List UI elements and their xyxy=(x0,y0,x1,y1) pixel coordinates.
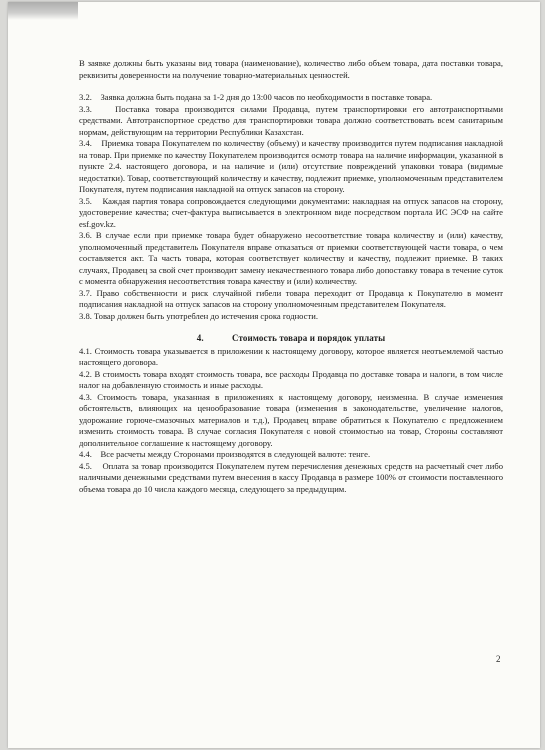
clause-3-5: 3.5. Каждая партия товара сопровождается следующими документами: накладная на отпуск запасов на сторону, удостоверение качества; счет-фактура выписывается в электронном виде посредством портала ИС ЭСФ на сайте esf.gov.kz. xyxy=(79,195,503,229)
clause-4-2: 4.2. В стоимость товара входят стоимость товара, все расходы Продавца по доставке товара и налоги, в том числе налог на добавленную стоимость и иные расходы. xyxy=(79,368,503,390)
clause-3-6: 3.6. В случае если при приемке товара будет обнаружено несоответствие товара количеству и (или) качеству, уполномоченный представитель Покупателя вправе отказаться от приемки соответствующей части товара, о чем составляется акт. Та часть товара, которая соответствует количеству и качеству, подлежит приемке. В таких случаях, Продавец за свой счет производит замену некачественного товара либо допоставку товара в течение суток с момента обнаружения несоответствия товара качеству и (или) количеству. xyxy=(79,230,503,286)
page-number: 2 xyxy=(496,654,501,664)
clause-3-2: 3.2. Заявка должна быть подана за 1-2 дня до 13:00 часов по необходимости в поставке товара. xyxy=(79,92,433,102)
clause-3-7: 3.7. Право собственности и риск случайной гибели товара переходит от Продавца к Покупателю в момент подписания накладной на отпуск запасов на сторону уполномоченным представителем Покупателя. xyxy=(79,287,503,309)
section-4-heading xyxy=(79,333,503,345)
clause-3-4: 3.4. Приемка товара Покупателем по количеству (объему) и качеству производится путем подписания накладной на товар. При приемке по качеству Покупателем производится осмотр товара на наличие информации, указанной в пункте 2.4. настоящего договора, и на наличие и (или) отсутствие повреждений упаковки товара (видимые недостатки). Товар, соответствующий количеству и качеству, подлежит приемке, уполномоченным представителем Покупателя, путем подписания накладной на отпуск запасов на сторону. xyxy=(79,138,503,194)
clause-3-8: 3.8. Товар должен быть употреблен до истечения срока годности. xyxy=(79,310,318,321)
scan-shadow xyxy=(8,2,78,20)
section-4-title: Стоимость товара и порядок уплаты xyxy=(232,333,386,343)
document-page xyxy=(8,2,540,748)
clause-4-5: 4.5. Оплата за товар производится Покупателем путем перечисления денежных средств на расчетный счет либо наличными денежными средствами путем внесения в кассу Продавца в размере 100% от стоимости поставленного объема товара до 10 числа каждого месяца, следующего за предыдущим. xyxy=(79,460,503,494)
clause-4-1: 4.1. Стоимость товара указывается в приложении к настоящему договору, которое является неотъемлемой частью настоящего договора. xyxy=(79,345,503,367)
intro-paragraph: В заявке должны быть указаны вид товара (наименование), количество либо объем товара, дата поставки товара, реквизиты доверенности на получение товарно-материальных ценностей. xyxy=(79,58,503,80)
document-body xyxy=(79,58,503,495)
section-4-number: 4. xyxy=(196,333,204,343)
clause-3-3: 3.3. Поставка товара производится силами Продавца, путем транспортировки его автотранспортными средствами. Автотранспортное средство для транспортировки товара должно соответствовать всем санитарным нормам, действующим на территории Республики Казахстан. xyxy=(79,103,503,137)
clause-4-4: 4.4. Все расчеты между Сторонами производятся в следующей валюте: тенге. xyxy=(79,449,371,459)
clause-4-3: 4.3. Стоимость товара, указанная в приложениях к настоящему договору, неизменна. В случае изменения обстоятельств, влияющих на ценообразование товара (изменения в законодательстве, увеличение налогов, удорожание горюче-смазочных материалов и т.д.), Продавец вправе обратиться к Покупателю с предложением изменить стоимость товара. В случае согласия Покупателя с новой стоимостью на товар, Стороны составляют дополнительное соглашение к настоящему договору. xyxy=(79,391,503,448)
